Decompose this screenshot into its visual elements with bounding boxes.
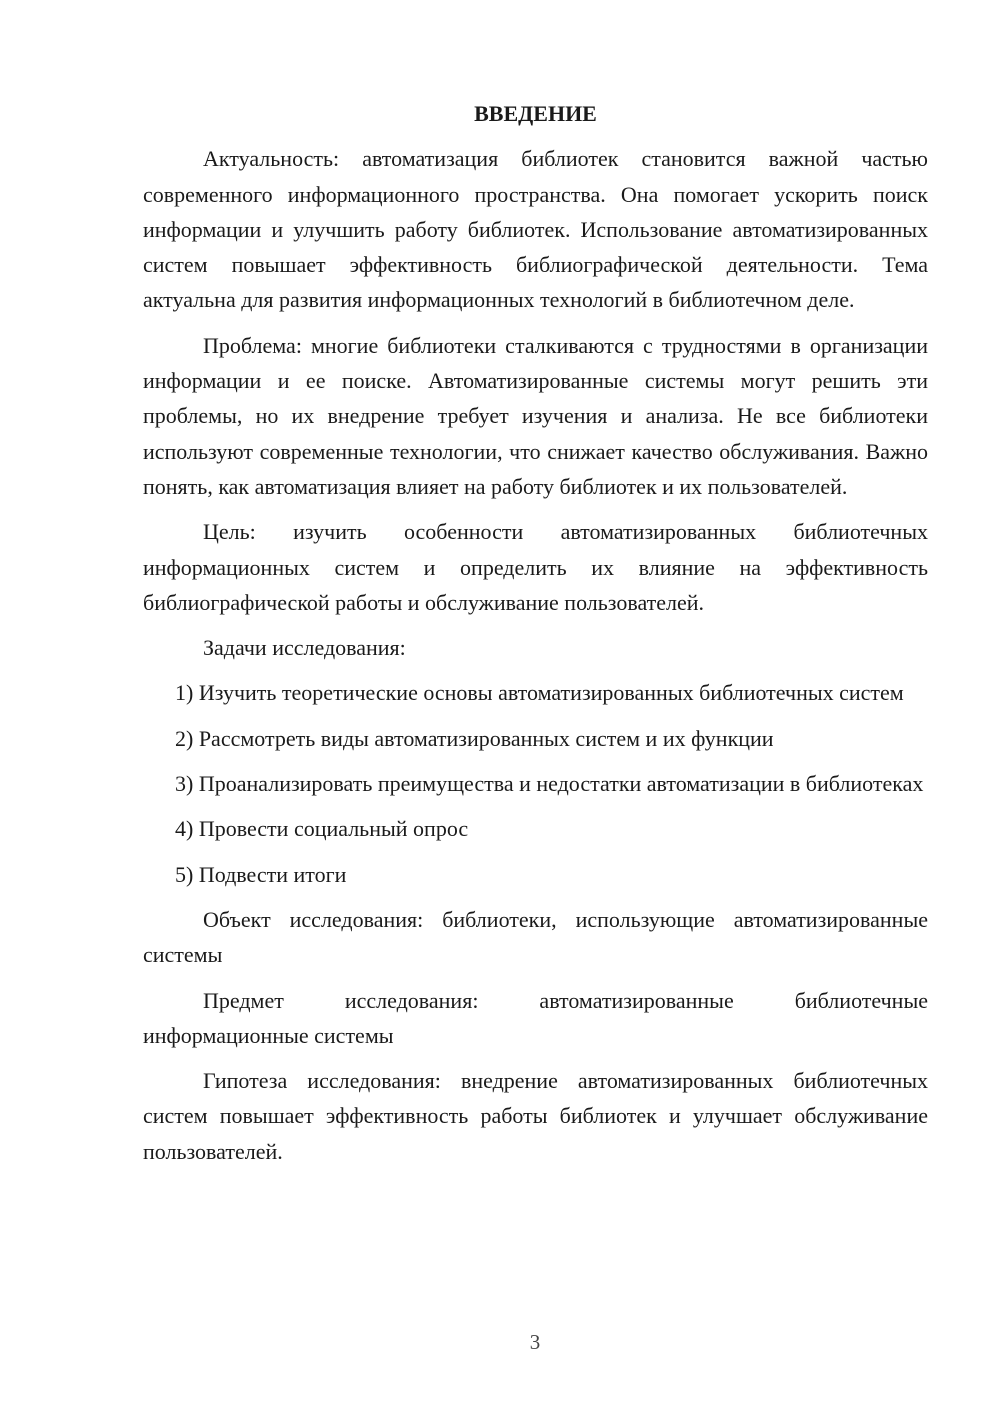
problem-paragraph: Проблема: многие библиотеки сталкиваются с трудностями в организации информации и ее поиске. Автоматизированные системы могут решить эти проблемы, но их внедрение требует изучения и анализа. Не все библиотеки используют современные технологии, что снижает качество обслуживания. Важно понять, как автоматизация влияет на работу библиотек и их пользователей. (143, 332, 928, 499)
task-item-4: 4) Провести социальный опрос (175, 816, 469, 842)
task-item-3: 3) Проанализировать преимущества и недостатки автоматизации в библиотеках (175, 771, 924, 797)
subject-paragraph: Предмет исследования: автоматизированные библиотечные информационные системы (143, 987, 928, 1048)
section-title: ВВЕДЕНИЕ (474, 101, 597, 126)
page-body (143, 96, 928, 1179)
goal-paragraph: Цель: изучить особенности автоматизированных библиотечных информационных систем и определить их влияние на эффективность библиографической работы и обслуживание пользователей. (143, 519, 928, 615)
task-item-5: 5) Подвести итоги (175, 861, 347, 887)
tasks-heading: Задачи исследования: (203, 635, 406, 661)
task-item-1: 1) Изучить теоретические основы автоматизированных библиотечных систем (175, 680, 904, 706)
task-item-2: 2) Рассмотреть виды автоматизированных систем и их функции (175, 725, 774, 751)
page-number: 3 (529, 1330, 541, 1354)
relevance-paragraph: Актуальность: автоматизация библиотек становится важной частью современного информационного пространства. Она помогает ускорить поиск информации и улучшить работу библиотек. Использование автоматизированных систем повышает эффективность библиографической деятельности. Тема актуальна для развития информационных технологий в библиотечном деле. (143, 146, 928, 313)
object-paragraph: Объект исследования: библиотеки, использующие автоматизированные системы (143, 906, 928, 968)
hypothesis-paragraph: Гипотеза исследования: внедрение автоматизированных библиотечных систем повышает эффективность работы библиотек и улучшает обслуживание пользователей. (143, 1068, 928, 1164)
